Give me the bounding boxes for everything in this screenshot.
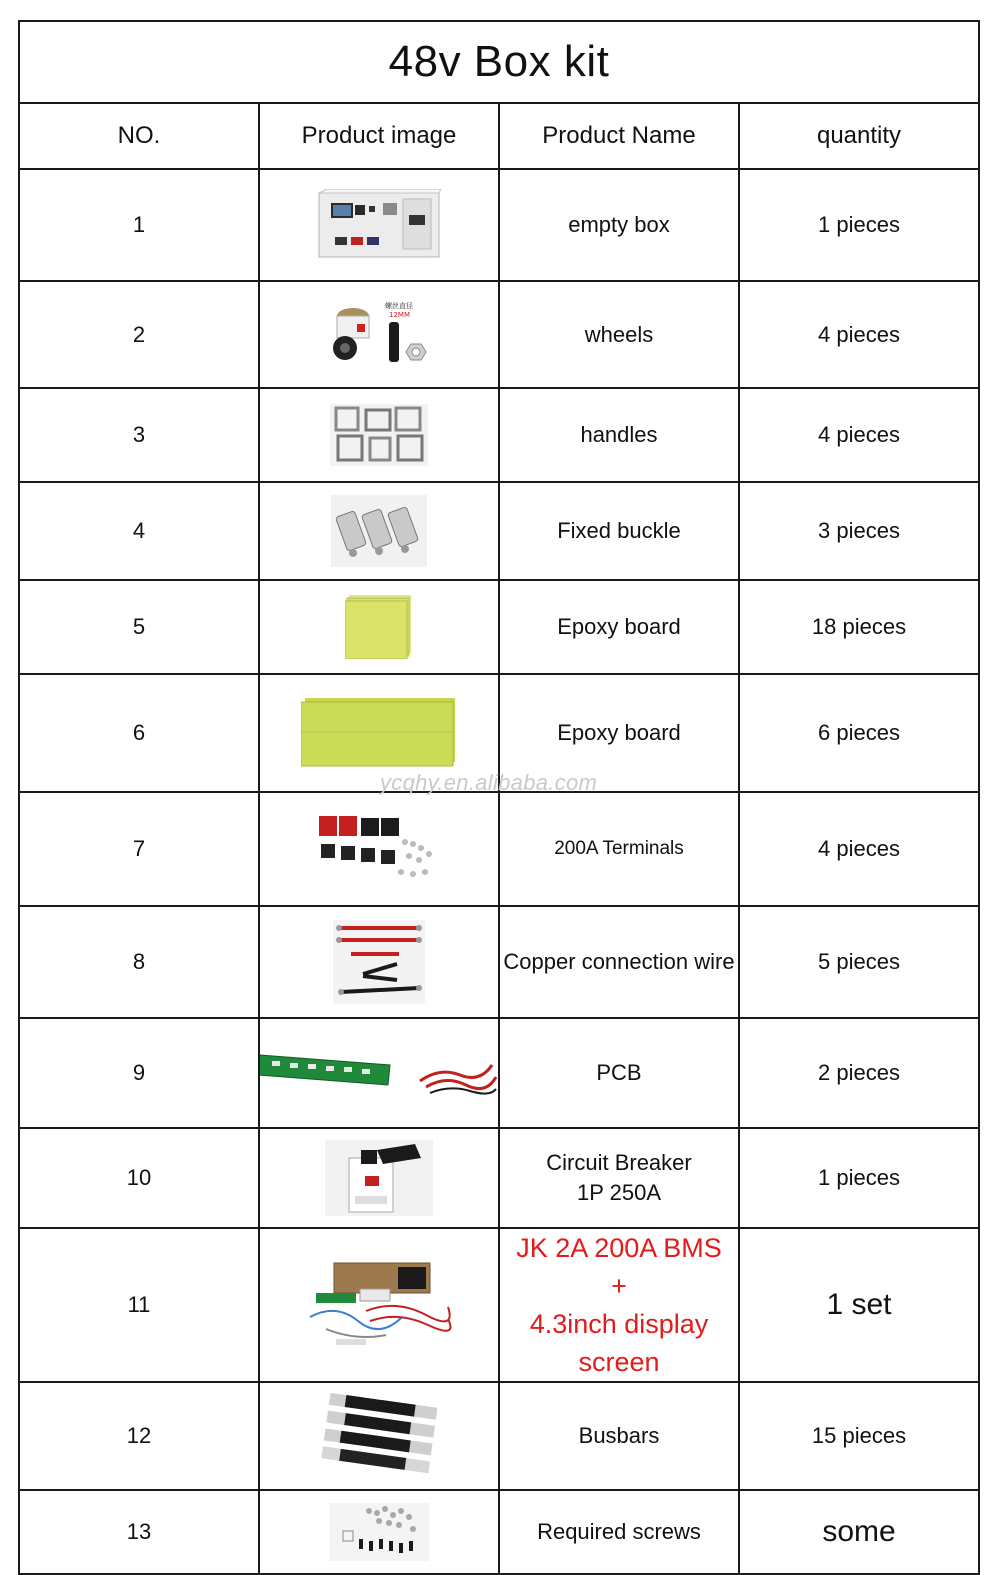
product-quantity: 1 pieces [739, 1128, 979, 1228]
product-image-cell [259, 1128, 499, 1228]
product-image-cell [259, 1490, 499, 1574]
row-number: 4 [19, 482, 259, 580]
row-number: 12 [19, 1382, 259, 1490]
wheels-image-size: 12MM [389, 310, 410, 319]
product-name-line-1: Circuit Breaker [546, 1150, 692, 1175]
product-quantity: 1 pieces [739, 169, 979, 281]
product-quantity: some [739, 1490, 979, 1574]
product-name: Epoxy board [499, 580, 739, 674]
row-number: 13 [19, 1490, 259, 1574]
product-image-cell [259, 1382, 499, 1490]
bms-image [306, 1259, 452, 1351]
product-quantity: 5 pieces [739, 906, 979, 1018]
product-image-cell [259, 792, 499, 906]
table-row [19, 388, 979, 482]
product-image-cell [259, 281, 499, 388]
product-quantity: 3 pieces [739, 482, 979, 580]
header-quantity: quantity [739, 103, 979, 169]
table-row [19, 281, 979, 388]
kit-sheet [18, 20, 980, 1575]
table-row [19, 1128, 979, 1228]
wheels-image [327, 300, 431, 370]
product-image-cell [259, 169, 499, 281]
product-name: handles [499, 388, 739, 482]
header-no: NO. [19, 103, 259, 169]
product-image-cell [259, 674, 499, 792]
row-number: 6 [19, 674, 259, 792]
table-row [19, 169, 979, 281]
epoxy-board-long-image [301, 698, 457, 768]
table-row [19, 906, 979, 1018]
product-name-line-3: 4.3inch display screen [529, 1309, 709, 1377]
product-name: Copper connection wire [499, 906, 739, 1018]
row-number: 5 [19, 580, 259, 674]
table-row [19, 1382, 979, 1490]
product-image-cell [259, 388, 499, 482]
product-quantity: 15 pieces [739, 1382, 979, 1490]
table-row [19, 482, 979, 580]
product-image-cell [259, 482, 499, 580]
copper-wire-image [333, 920, 425, 1004]
row-number: 7 [19, 792, 259, 906]
table-row [19, 1490, 979, 1574]
row-number: 11 [19, 1228, 259, 1382]
circuit-breaker-image [325, 1140, 433, 1216]
product-name: Required screws [499, 1490, 739, 1574]
row-number: 9 [19, 1018, 259, 1128]
product-quantity: 18 pieces [739, 580, 979, 674]
header-row [19, 103, 979, 169]
busbars-image [321, 1390, 437, 1482]
product-quantity: 4 pieces [739, 388, 979, 482]
product-image-cell [259, 906, 499, 1018]
product-name-line-1: JK 2A 200A BMS [516, 1233, 722, 1263]
product-name: wheels [499, 281, 739, 388]
table-row [19, 674, 979, 792]
product-quantity: 4 pieces [739, 281, 979, 388]
epoxy-board-small-image [345, 595, 413, 659]
row-number: 2 [19, 281, 259, 388]
row-number: 1 [19, 169, 259, 281]
product-name-line-2: 1P 250A [576, 1180, 661, 1205]
header-product-name: Product Name [499, 103, 739, 169]
wheels-image-caption: 螺丝直径 [385, 301, 413, 310]
table-title: 48v Box kit [19, 21, 979, 103]
fixed-buckle-image [331, 495, 427, 567]
kit-table [18, 20, 980, 1575]
pcb-image [260, 1045, 500, 1101]
product-name [499, 1128, 739, 1228]
product-name: Busbars [499, 1382, 739, 1490]
table-row [19, 1018, 979, 1128]
product-name: Fixed buckle [499, 482, 739, 580]
product-name [499, 1228, 739, 1382]
product-image-cell [259, 580, 499, 674]
handles-image [330, 404, 428, 466]
product-name: empty box [499, 169, 739, 281]
table-row [19, 580, 979, 674]
header-product-image: Product image [259, 103, 499, 169]
product-quantity: 1 set [739, 1228, 979, 1382]
watermark: ycqhy.en.alibaba.com [380, 770, 598, 795]
empty-box-image [317, 189, 441, 261]
screws-image [329, 1503, 429, 1561]
table-row [19, 792, 979, 906]
product-name: PCB [499, 1018, 739, 1128]
product-quantity: 2 pieces [739, 1018, 979, 1128]
product-quantity: 4 pieces [739, 792, 979, 906]
product-name: Epoxy board [499, 674, 739, 792]
row-number: 10 [19, 1128, 259, 1228]
product-name: 200A Terminals [499, 792, 739, 906]
row-number: 3 [19, 388, 259, 482]
row-number: 8 [19, 906, 259, 1018]
product-name-line-2: + [611, 1271, 627, 1301]
product-image-cell [259, 1018, 499, 1128]
product-quantity: 6 pieces [739, 674, 979, 792]
terminals-image [317, 812, 441, 886]
table-row [19, 1228, 979, 1382]
product-image-cell [259, 1228, 499, 1382]
